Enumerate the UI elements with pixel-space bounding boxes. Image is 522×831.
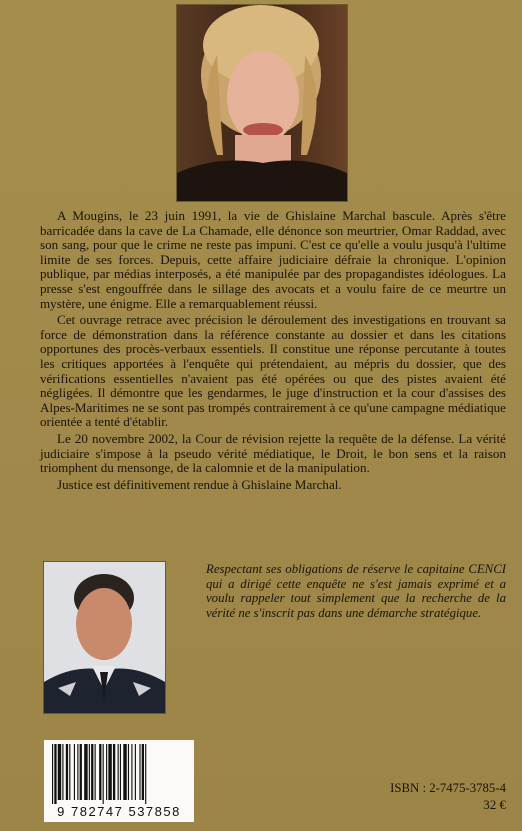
- barcode-bar: [128, 744, 129, 800]
- barcode-bar: [139, 744, 140, 800]
- barcode-bar: [69, 744, 70, 800]
- barcode-bar: [142, 744, 144, 800]
- portrait-woman-image: [177, 5, 347, 201]
- back-cover-summary: [40, 209, 506, 492]
- barcode-bar: [54, 744, 56, 804]
- barcode-bar: [120, 744, 121, 800]
- barcode-bars: [44, 740, 194, 804]
- author-note-quote: [206, 562, 506, 620]
- barcode-bar: [103, 744, 104, 804]
- barcode-bar: [91, 744, 93, 800]
- barcode-bar: [118, 744, 119, 800]
- isbn-label: ISBN : 2-7475-3785-4: [390, 781, 506, 795]
- summary-paragraph-2: Cet ouvrage retrace avec précision le déroulement des investigations en trouvant sa force de démonstration dans la référence constante au dossier et dans les citations opportunes des procès-verbaux essentiels. Il constitue une réponse percutante à toutes les critiques apportées à l'enquête qui prétendaient, au mépris du dossier, que des vérifications essentielles n'avaient pas été opérées ou que des pistes avaient été négligées. Il démontre que les gendarmes, le juge d'instruction et la cour d'assises des Alpes-Maritimes ne se sont pas trompés contrairement à ce qu'une campagne médiatique orientée a tenté d'établir.: [40, 312, 506, 430]
- barcode-bar: [145, 744, 146, 804]
- barcode-bar: [58, 744, 61, 800]
- barcode-bar: [99, 744, 101, 800]
- summary-paragraph-3: Le 20 novembre 2002, la Cour de révision rejette la requête de la défense. La vérité judiciaire s'impose à la pseudo vérité médiatique, le Droit, le bon sens et la raison triomphent du mensonge, de la calomnie et de la manipulation.: [40, 430, 506, 476]
- barcode-bar: [89, 744, 90, 800]
- barcode-bar: [135, 744, 136, 800]
- barcode-bar: [123, 744, 126, 800]
- author-note-text: Respectant ses obligations de réserve le capitaine CENCI qui a dirigé cette enquête ne s'est jamais exprimé et a voulu rappeler tout simplement que la recherche de la vérité ne s'inscrit pas dans une démarche stratégique.: [206, 562, 506, 620]
- barcode-bar: [80, 744, 82, 800]
- barcode-bar: [131, 744, 132, 800]
- barcode-bar: [52, 744, 53, 804]
- barcode-bar: [77, 744, 78, 800]
- barcode-bar: [66, 744, 68, 800]
- barcode-bar: [95, 744, 96, 800]
- summary-paragraph-4: Justice est définitivement rendue à Ghislaine Marchal.: [57, 476, 342, 492]
- barcode-bar: [62, 744, 63, 800]
- barcode-bar: [84, 744, 87, 800]
- portrait-man-image: [44, 562, 165, 713]
- barcode-bar: [108, 744, 111, 800]
- barcode-number: 9 782747 537858: [57, 804, 181, 819]
- author-photo-man: [43, 561, 166, 714]
- barcode: [44, 740, 194, 822]
- price-label: 32 €: [483, 797, 506, 812]
- barcode-bar: [106, 744, 107, 800]
- summary-paragraph-1: A Mougins, le 23 juin 1991, la vie de Ghislaine Marchal bascule. Après s'être barricadée dans la cave de La Chamade, elle dénonce son meurtrier, Omar Raddad, avec son sang, pour que le crime ne reste pas impuni. C'est ce qu'elle a voulu jusqu'à l'ultime limite de ses forces. Depuis, cette affaire judiciaire défraie la chronique. L'opinion publique, par médias interposés, a été manipulée par des propagandistes idéologues. La presse s'est engouffrée dans le sillage des avocats et a voulu faire de ce meurtre un mystère, une énigme. Elle a remarquablement réussi.: [40, 208, 506, 311]
- author-photo-woman: [176, 4, 348, 202]
- barcode-bar: [74, 744, 75, 800]
- barcode-bar: [113, 744, 115, 800]
